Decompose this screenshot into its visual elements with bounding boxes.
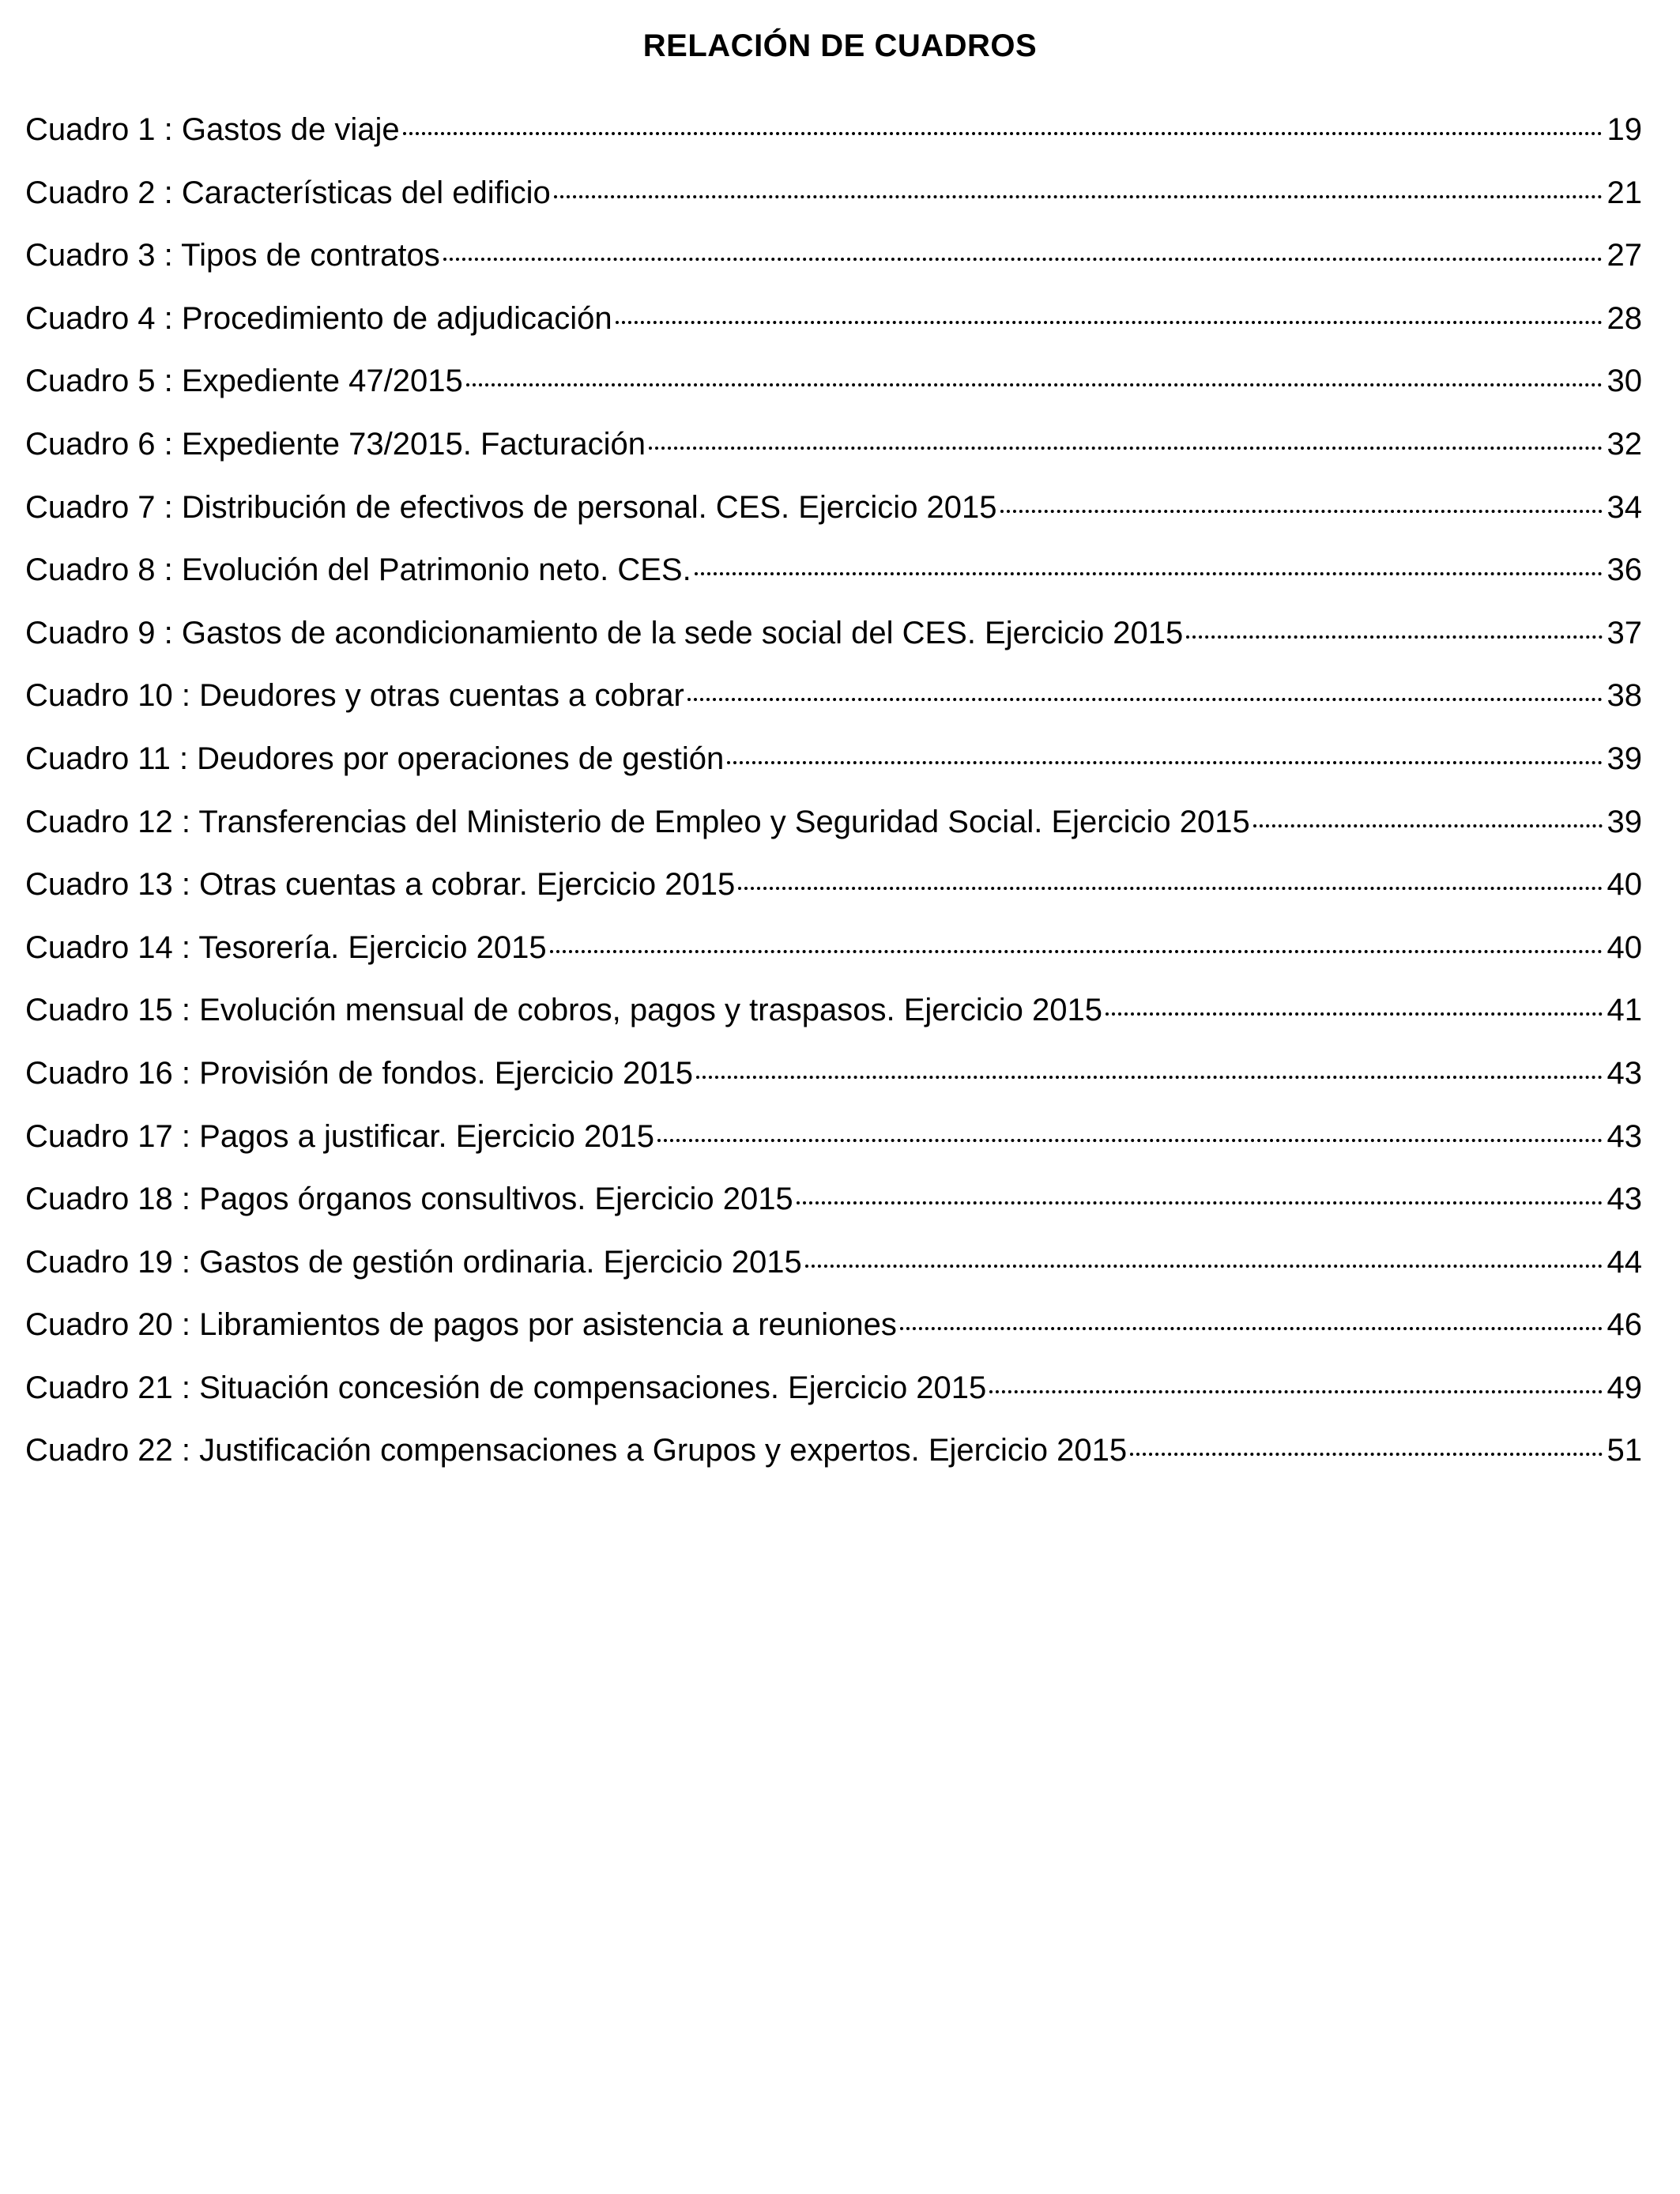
toc-entry-page-number: 38 xyxy=(1607,678,1642,714)
toc-entry-label: Cuadro 15 : Evolución mensual de cobros, pagos y traspasos. Ejercicio 2015 xyxy=(25,993,1102,1028)
toc-entry xyxy=(25,168,1642,231)
toc-entry xyxy=(25,733,1642,797)
toc-entry xyxy=(25,859,1642,922)
toc-entry-page-number: 49 xyxy=(1607,1370,1642,1405)
toc-entry-label: Cuadro 19 : Gastos de gestión ordinaria. Ejercicio 2015 xyxy=(25,1244,802,1280)
toc-entry-page-number: 30 xyxy=(1607,364,1642,399)
dot-leader xyxy=(738,887,1602,890)
toc-entry-label: Cuadro 7 : Distribución de efectivos de personal. CES. Ejercicio 2015 xyxy=(25,489,997,525)
dot-leader xyxy=(657,1139,1603,1142)
toc-entry-page-number: 19 xyxy=(1607,112,1642,147)
toc-entry xyxy=(25,1237,1642,1300)
toc-entry-page-number: 36 xyxy=(1607,552,1642,588)
toc-entry-page-number: 41 xyxy=(1607,993,1642,1028)
toc-entry-label: Cuadro 9 : Gastos de acondicionamiento de la sede social del CES. Ejercicio 2015 xyxy=(25,615,1184,650)
toc-entry-page-number: 21 xyxy=(1607,175,1642,210)
dot-leader xyxy=(900,1327,1603,1330)
toc-entry-label: Cuadro 20 : Libramientos de pagos por asistencia a reuniones xyxy=(25,1307,897,1343)
dot-leader xyxy=(1000,510,1603,513)
toc-entry xyxy=(25,104,1642,168)
toc-entry-label: Cuadro 2 : Características del edificio xyxy=(25,175,551,210)
toc-entry-label: Cuadro 4 : Procedimiento de adjudicación xyxy=(25,300,612,336)
toc-entry-page-number: 43 xyxy=(1607,1182,1642,1217)
toc-entry-page-number: 40 xyxy=(1607,867,1642,903)
toc-entry-page-number: 34 xyxy=(1607,489,1642,525)
toc-entry xyxy=(25,1425,1642,1488)
toc-entry-page-number: 51 xyxy=(1607,1433,1642,1468)
toc-entry-label: Cuadro 11 : Deudores por operaciones de gestión xyxy=(25,741,725,776)
toc-entry-page-number: 43 xyxy=(1607,1055,1642,1091)
toc-entry xyxy=(25,922,1642,986)
toc-entry-label: Cuadro 5 : Expediente 47/2015 xyxy=(25,364,463,399)
page-title: RELACIÓN DE CUADROS xyxy=(642,28,1038,63)
toc-entry-label: Cuadro 1 : Gastos de viaje xyxy=(25,112,400,147)
toc-entry-page-number: 40 xyxy=(1607,929,1642,965)
dot-leader xyxy=(1186,635,1602,639)
toc-entry-label: Cuadro 12 : Transferencias del Ministerio de Empleo y Seguridad Social. Ejercicio 2015 xyxy=(25,804,1250,839)
toc-entry-page-number: 37 xyxy=(1607,615,1642,650)
toc-entry xyxy=(25,670,1642,733)
toc-entry-label: Cuadro 14 : Tesorería. Ejercicio 2015 xyxy=(25,929,547,965)
toc-entry-page-number: 39 xyxy=(1607,741,1642,776)
dot-leader xyxy=(805,1265,1603,1268)
dot-leader xyxy=(797,1201,1603,1204)
toc-entry xyxy=(25,356,1642,419)
toc-entry-label: Cuadro 17 : Pagos a justificar. Ejercicio 2015 xyxy=(25,1118,654,1154)
dot-leader xyxy=(616,321,1603,324)
dot-leader xyxy=(696,1076,1603,1079)
toc-entry-page-number: 43 xyxy=(1607,1118,1642,1154)
table-of-contents xyxy=(25,104,1642,1488)
toc-entry-page-number: 39 xyxy=(1607,804,1642,839)
dot-leader xyxy=(403,132,1603,135)
toc-entry xyxy=(25,230,1642,293)
dot-leader xyxy=(989,1390,1602,1393)
toc-entry xyxy=(25,1111,1642,1174)
toc-entry-label: Cuadro 21 : Situación concesión de compensaciones. Ejercicio 2015 xyxy=(25,1370,987,1405)
toc-entry xyxy=(25,482,1642,545)
toc-entry-page-number: 32 xyxy=(1607,426,1642,462)
toc-entry xyxy=(25,1048,1642,1111)
toc-entry-page-number: 44 xyxy=(1607,1244,1642,1280)
toc-entry-page-number: 28 xyxy=(1607,300,1642,336)
toc-entry-page-number: 27 xyxy=(1607,238,1642,273)
toc-entry-label: Cuadro 22 : Justificación compensaciones a Grupos y expertos. Ejercicio 2015 xyxy=(25,1433,1128,1468)
dot-leader xyxy=(1130,1453,1602,1456)
toc-entry-label: Cuadro 18 : Pagos órganos consultivos. Ejercicio 2015 xyxy=(25,1182,793,1217)
dot-leader xyxy=(727,761,1602,764)
toc-entry-label: Cuadro 8 : Evolución del Patrimonio neto. CES. xyxy=(25,552,691,588)
toc-entry xyxy=(25,545,1642,608)
dot-leader xyxy=(649,447,1603,450)
dot-leader xyxy=(695,572,1603,575)
dot-leader xyxy=(443,258,1603,261)
toc-entry-page-number: 46 xyxy=(1607,1307,1642,1343)
toc-entry xyxy=(25,419,1642,482)
dot-leader xyxy=(466,383,1603,386)
dot-leader xyxy=(554,195,1603,198)
dot-leader xyxy=(687,698,1603,701)
toc-entry xyxy=(25,797,1642,860)
dot-leader xyxy=(1106,1012,1603,1016)
toc-entry-label: Cuadro 10 : Deudores y otras cuentas a cobrar xyxy=(25,678,684,714)
dot-leader xyxy=(1253,824,1603,827)
toc-entry-label: Cuadro 3 : Tipos de contratos xyxy=(25,238,440,273)
toc-entry xyxy=(25,985,1642,1048)
toc-entry xyxy=(25,293,1642,356)
toc-entry xyxy=(25,1174,1642,1237)
toc-entry xyxy=(25,608,1642,671)
toc-entry-label: Cuadro 16 : Provisión de fondos. Ejercicio 2015 xyxy=(25,1055,693,1091)
toc-entry-label: Cuadro 6 : Expediente 73/2015. Facturación xyxy=(25,426,646,462)
toc-entry xyxy=(25,1299,1642,1363)
toc-entry-label: Cuadro 13 : Otras cuentas a cobrar. Ejercicio 2015 xyxy=(25,867,736,903)
toc-entry xyxy=(25,1363,1642,1426)
dot-leader xyxy=(550,950,1603,953)
